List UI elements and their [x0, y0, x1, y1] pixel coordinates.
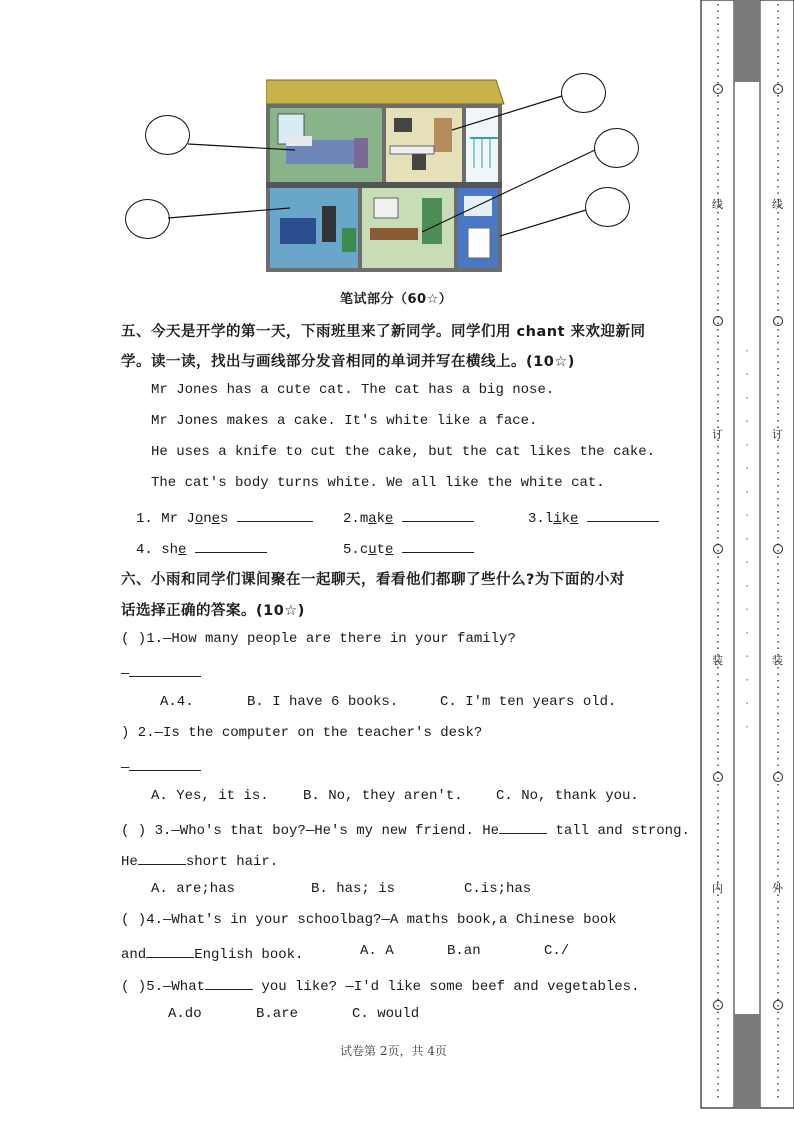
binding-char-outer: 外	[772, 882, 783, 895]
chant-line-2: Mr Jones makes a cake. It's white like a face.	[151, 413, 538, 429]
q6-q1-option-a[interactable]: A.4.	[160, 694, 194, 710]
q6-q4-option-b[interactable]: B.an	[447, 943, 481, 959]
q5-item-5: 5.cute	[343, 538, 474, 558]
q6-title-line2: 话选择正确的答案。(10☆)	[121, 603, 305, 619]
q6-q5-option-c[interactable]: C. would	[352, 1006, 420, 1022]
answer-blank[interactable]	[129, 662, 201, 677]
q6-answer-2: —	[121, 756, 201, 776]
q5-item-3: 3.like	[528, 507, 659, 527]
binding-circle	[773, 772, 783, 782]
binding-circle	[713, 84, 723, 94]
binding-char-bind: 装	[712, 654, 723, 667]
chant-line-3: He uses a knife to cut the cake, but the cat likes the cake.	[151, 444, 656, 460]
q6-q2-option-b[interactable]: B. No, they aren't.	[303, 788, 463, 804]
q6-q3-option-c[interactable]: C.is;has	[464, 881, 532, 897]
answer-blank[interactable]	[129, 756, 201, 771]
q5-item-2: 2.make	[343, 507, 474, 527]
q6-title-line1: 六、小雨和同学们课间聚在一起聊天，看看他们都聊了些什么?为下面的小对	[121, 572, 625, 588]
q6-question-2: ) 2.—Is the computer on the teacher's desk?	[121, 725, 483, 741]
answer-blank[interactable]	[499, 819, 547, 834]
q6-q1-option-c[interactable]: C. I'm ten years old.	[440, 694, 617, 710]
q6-question-3-cont: He short hair.	[121, 850, 278, 870]
q5-item-4: 4. she	[136, 538, 267, 558]
answer-blank[interactable]	[205, 975, 253, 990]
binding-char-inner: 内	[712, 882, 723, 895]
q6-question-5: ( )5.—What you like? —I'd like some beef and vegetables.	[121, 975, 639, 995]
q5-title-line1: 五、今天是开学的第一天，下雨班里来了新同学。同学们用 chant 来欢迎新同	[121, 324, 646, 340]
q6-q2-option-a[interactable]: A. Yes, it is.	[151, 788, 269, 804]
answer-blank[interactable]	[138, 850, 186, 865]
q6-q1-option-b[interactable]: B. I have 6 books.	[247, 694, 399, 710]
q6-q5-option-a[interactable]: A.do	[168, 1006, 202, 1022]
q6-q4-option-c[interactable]: C./	[544, 943, 570, 959]
binding-circle	[773, 1000, 783, 1010]
binding-char-order-outer: 订	[772, 428, 783, 441]
q5-item-1: 1. Mr Jones	[136, 507, 313, 527]
answer-blank[interactable]	[402, 538, 474, 553]
page-footer: 试卷第 2页，共 4页	[340, 1044, 447, 1058]
q6-q2-option-c[interactable]: C. No, thank you.	[496, 788, 639, 804]
q6-q4-option-a[interactable]: A. A	[360, 943, 394, 959]
written-section-header: 笔试部分（60☆）	[340, 292, 453, 307]
q6-answer-1: —	[121, 662, 201, 682]
q6-question-4-cont: and English book.	[121, 943, 303, 963]
binding-circle	[713, 544, 723, 554]
binding-circle	[713, 1000, 723, 1010]
binding-circle	[773, 316, 783, 326]
answer-blank[interactable]	[402, 507, 474, 522]
q6-q5-option-b[interactable]: B.are	[256, 1006, 299, 1022]
binding-strip	[700, 0, 794, 1123]
answer-blank[interactable]	[195, 538, 267, 553]
binding-char-line-outer: 线	[772, 198, 783, 211]
answer-blank[interactable]	[587, 507, 659, 522]
q6-q3-option-a[interactable]: A. are;has	[151, 881, 236, 897]
pointer-lines	[0, 0, 700, 300]
chant-line-4: The cat's body turns white. We all like the white cat.	[151, 475, 605, 491]
q6-q3-option-b[interactable]: B. has; is	[311, 881, 396, 897]
binding-circle	[713, 316, 723, 326]
binding-char-order: 订	[712, 428, 723, 441]
answer-blank[interactable]	[237, 507, 313, 522]
binding-circle	[773, 544, 783, 554]
answer-blank[interactable]	[146, 943, 194, 958]
q5-title-line2: 学。读一读，找出与画线部分发音相同的单词并写在横线上。(10☆)	[121, 354, 575, 370]
q6-question-3: ( ) 3.—Who's that boy?—He's my new friend. He tall and strong.	[121, 819, 690, 839]
chant-line-1: Mr Jones has a cute cat. The cat has a big nose.	[151, 382, 555, 398]
binding-circle	[713, 772, 723, 782]
binding-circle	[773, 84, 783, 94]
q6-question-4: ( )4.—What's in your schoolbag?—A maths book,a Chinese book	[121, 912, 617, 928]
q6-question-1: ( )1.—How many people are there in your family?	[121, 631, 516, 647]
binding-char-line: 线	[712, 198, 723, 211]
binding-frame	[700, 0, 794, 1123]
binding-char-bind-outer: 装	[772, 654, 783, 667]
